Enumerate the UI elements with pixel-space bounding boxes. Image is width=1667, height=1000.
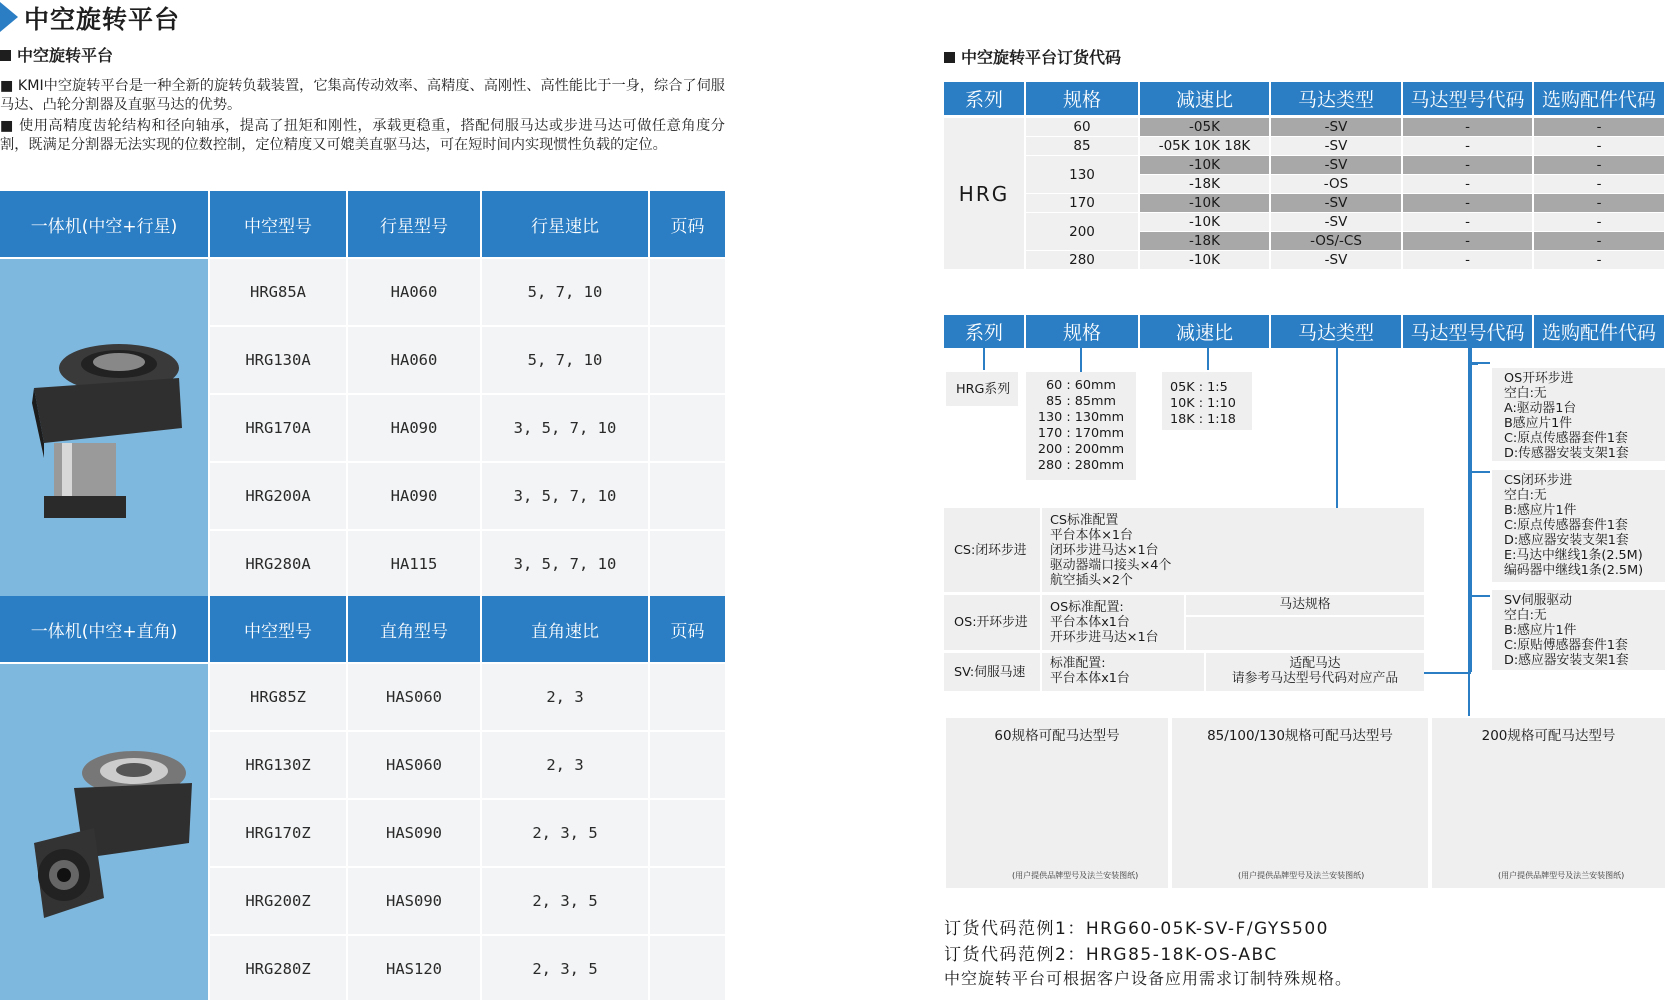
right-angle-table-cell: HAS090 — [348, 800, 480, 866]
right-angle-header-cell: 一体机(中空+直角) — [0, 596, 208, 662]
planetary-table-cell: HA115 — [348, 531, 480, 597]
sv-options-box: SV伺服驱动 空白:无 B:感应片1件 C:原贴傅感器套件1套 D:感应器安装支架1套 — [1492, 590, 1665, 670]
order-code-title: 中空旋转平台订货代码 — [944, 45, 1121, 68]
order-example-2: 订货代码范例2：HRG85-18K-OS-ABC — [944, 945, 1278, 965]
order-motor-cell: -OS — [1271, 175, 1401, 193]
right-angle-table-cell: 2, 3 — [482, 664, 648, 730]
planetary-unit-image — [14, 328, 194, 528]
order-opt-cell: - — [1534, 251, 1664, 269]
order-motor-cell: -SV — [1271, 213, 1401, 231]
order-header-cell: 选购配件代码 — [1534, 82, 1664, 115]
order-opt-cell: - — [1534, 194, 1664, 212]
planetary-table-cell: HA060 — [348, 327, 480, 393]
right-angle-product-image — [0, 664, 208, 1000]
right-angle-table-cell: 2, 3, 5 — [482, 868, 648, 934]
planetary-header-cell: 行星型号 — [348, 191, 480, 257]
size-cell: 130 — [1026, 156, 1138, 193]
connector-line — [1080, 348, 1082, 372]
planetary-table-cell — [650, 259, 725, 325]
right-angle-table-cell: HRG85Z — [210, 664, 346, 730]
planetary-table-cell: HRG280A — [210, 531, 346, 597]
right-angle-table-cell — [650, 664, 725, 730]
order-code-cell: - — [1403, 194, 1532, 212]
connector-line — [1336, 348, 1338, 508]
planetary-table-cell: HRG130A — [210, 327, 346, 393]
size-cell: 280 — [1026, 251, 1138, 269]
motor-spec-empty — [1186, 617, 1424, 650]
order-code-cell: - — [1403, 137, 1532, 155]
order-opt-cell: - — [1534, 137, 1664, 155]
order-ratio-cell: -10K — [1140, 213, 1269, 231]
connector-line — [1470, 362, 1472, 672]
os-label: OS:开环步进 — [944, 595, 1040, 650]
os-standard-box: OS标准配置: 平台本体x1台 开环步进马达×1台 — [1042, 595, 1184, 650]
size-cell: 85 — [1026, 137, 1138, 155]
planetary-header-cell: 一体机(中空+行星) — [0, 191, 208, 257]
planetary-table-cell: HA060 — [348, 259, 480, 325]
section-title: 中空旋转平台 — [0, 43, 113, 66]
sv-label: SV:伺服马速 — [944, 653, 1040, 691]
right-angle-table-cell: HRG130Z — [210, 732, 346, 798]
cs-options-box: CS闭环步进 空白:无 B:感应片1件 C:原点传感器套件1套 D:感应器安装支架1套 E:马达中继线1条(2.5M) 编码器中继线1条(2.5M) — [1492, 470, 1665, 582]
planetary-header-cell: 行星速比 — [482, 191, 648, 257]
size-legend-box: 60 : 60mm 85 : 85mm 130 : 130mm 170 : 170mm 200 : 200mm 280 : 280mm — [1026, 372, 1136, 480]
right-angle-unit-image — [14, 733, 194, 933]
order-code-cell: - — [1403, 118, 1532, 136]
right-angle-table-cell: HRG280Z — [210, 936, 346, 1000]
right-angle-table-cell: HAS120 — [348, 936, 480, 1000]
planetary-table-cell: 5, 7, 10 — [482, 327, 648, 393]
order-motor-cell: -SV — [1271, 194, 1401, 212]
order-motor-cell: -SV — [1271, 156, 1401, 174]
planetary-table-cell: HA090 — [348, 463, 480, 529]
brand-note: (用户提供品牌型号及法兰安装图纸) — [1498, 871, 1625, 880]
right-angle-table-cell: HRG170Z — [210, 800, 346, 866]
order-code-cell: - — [1403, 232, 1532, 250]
order-opt-cell: - — [1534, 232, 1664, 250]
planetary-table-cell: 3, 5, 7, 10 — [482, 463, 648, 529]
legend-header-cell: 马达类型 — [1271, 315, 1401, 348]
size-cell: 60 — [1026, 118, 1138, 136]
adapt-motor-box: 适配马达 请参考马达型号代码对应产品 — [1206, 653, 1424, 691]
os-options-box: OS开环步进 空白:无 A:驱动器1台 B感应片1件 C:原点传感器套件1套 D:传感器安装支架1套 — [1492, 368, 1665, 461]
planetary-header-cell: 页码 — [650, 191, 725, 257]
planetary-table-cell: HRG85A — [210, 259, 346, 325]
intro-paragraph-1: ■ KMI中空旋转平台是一种全新的旋转负载装置，它集高传动效率、高精度、高刚性、高性能比于一身，综合了伺服马达、凸轮分割器及直驱马达的优势。 — [0, 78, 725, 113]
intro-paragraph-2: ■ 使用高精度齿轮结构和径向轴承，提高了扭矩和刚性，承载更稳重，搭配伺服马达或步进马达可做任意角度分割，既满足分割器无法实现的位数控制，定位精度又可媲美直驱马达，可在短时间内实现惯性负载的定位。 — [0, 118, 725, 153]
legend-header-cell: 选购配件代码 — [1534, 315, 1664, 348]
connector-line — [1470, 348, 1472, 362]
motor-85-130-title: 85/100/130规格可配马达型号 — [1207, 728, 1393, 744]
planetary-table-cell: HRG200A — [210, 463, 346, 529]
planetary-table-cell: 3, 5, 7, 10 — [482, 395, 648, 461]
cs-label: CS:闭环步进 — [944, 508, 1040, 592]
connector-line — [1207, 348, 1209, 370]
planetary-product-image — [0, 259, 208, 597]
order-opt-cell: - — [1534, 156, 1664, 174]
planetary-table-cell: 3, 5, 7, 10 — [482, 531, 648, 597]
order-ratio-cell: -10K — [1140, 156, 1269, 174]
order-ratio-cell: -10K — [1140, 251, 1269, 269]
right-angle-table-cell — [650, 800, 725, 866]
planetary-table-cell: 5, 7, 10 — [482, 259, 648, 325]
order-code-cell: - — [1403, 213, 1532, 231]
order-header-cell: 减速比 — [1140, 82, 1269, 115]
planetary-table-cell: HRG170A — [210, 395, 346, 461]
size-cell: 170 — [1026, 194, 1138, 212]
connector-line — [1470, 471, 1490, 473]
planetary-table-cell — [650, 395, 725, 461]
right-angle-header-cell: 直角型号 — [348, 596, 480, 662]
right-angle-table-cell: 2, 3, 5 — [482, 800, 648, 866]
motor-200-title: 200规格可配马达型号 — [1481, 728, 1616, 744]
legend-header-cell: 系列 — [944, 315, 1024, 348]
order-example-1: 订货代码范例1：HRG60-05K-SV-F/GYS500 — [944, 919, 1329, 939]
right-angle-table-cell — [650, 936, 725, 1000]
series-legend-box: HRG系列 — [946, 372, 1018, 406]
connector-line — [983, 348, 985, 370]
order-code-cell: - — [1403, 156, 1532, 174]
right-angle-table-cell — [650, 732, 725, 798]
order-motor-cell: -SV — [1271, 118, 1401, 136]
planetary-table-cell — [650, 463, 725, 529]
order-opt-cell: - — [1534, 118, 1664, 136]
order-ratio-cell: -18K — [1140, 232, 1269, 250]
order-opt-cell: - — [1534, 175, 1664, 193]
square-bullet-icon — [0, 50, 11, 61]
legend-header-cell: 减速比 — [1140, 315, 1269, 348]
right-angle-header-cell: 中空型号 — [210, 596, 346, 662]
order-header-cell: 规格 — [1026, 82, 1138, 115]
page-title: 中空旋转平台 — [24, 5, 181, 34]
connector-line — [1470, 362, 1490, 364]
order-ratio-cell: -05K — [1140, 118, 1269, 136]
order-code-cell: - — [1403, 251, 1532, 269]
cs-standard-box: CS标准配置 平台本体×1台 闭环步进马达×1台 驱动器端口接头×4个 航空插头×2个 — [1042, 508, 1424, 592]
right-angle-table-cell: HRG200Z — [210, 868, 346, 934]
planetary-table-cell — [650, 327, 725, 393]
order-motor-cell: -SV — [1271, 251, 1401, 269]
order-motor-cell: -SV — [1271, 137, 1401, 155]
order-opt-cell: - — [1534, 213, 1664, 231]
size-cell: 200 — [1026, 213, 1138, 250]
order-header-cell: 系列 — [944, 82, 1024, 115]
motor-60-title: 60规格可配马达型号 — [994, 728, 1120, 744]
square-bullet-icon — [944, 52, 955, 63]
order-ratio-cell: -18K — [1140, 175, 1269, 193]
right-angle-table-cell: HAS060 — [348, 732, 480, 798]
order-motor-cell: -OS/-CS — [1271, 232, 1401, 250]
planetary-table-cell: HA090 — [348, 395, 480, 461]
legend-header-cell: 规格 — [1026, 315, 1138, 348]
connector-line — [1470, 595, 1490, 597]
order-header-cell: 马达型号代码 — [1403, 82, 1532, 115]
legend-header-cell: 马达型号代码 — [1403, 315, 1532, 348]
right-angle-header-cell: 页码 — [650, 596, 725, 662]
planetary-table-cell — [650, 531, 725, 597]
connector-line — [1424, 672, 1471, 674]
brand-note: (用户提供品牌型号及法兰安装图纸) — [1012, 871, 1139, 880]
motor-spec-box: 马达规格 — [1186, 595, 1424, 615]
series-cell: HRG — [944, 118, 1024, 269]
order-header-cell: 马达类型 — [1271, 82, 1401, 115]
order-ratio-cell: -10K — [1140, 194, 1269, 212]
order-ratio-cell: -05K 10K 18K — [1140, 137, 1269, 155]
right-angle-table-cell: HAS060 — [348, 664, 480, 730]
title-arrow-icon — [0, 2, 18, 32]
customization-note: 中空旋转平台可根据客户设备应用需求订制特殊规格。 — [944, 969, 1353, 988]
ratio-legend-box: 05K : 1:5 10K : 1:10 18K : 1:18 — [1162, 372, 1252, 430]
order-code-cell: - — [1403, 175, 1532, 193]
right-angle-table-cell: HAS090 — [348, 868, 480, 934]
right-angle-table-cell: 2, 3, 5 — [482, 936, 648, 1000]
right-angle-header-cell: 直角速比 — [482, 596, 648, 662]
planetary-header-cell: 中空型号 — [210, 191, 346, 257]
right-angle-table-cell: 2, 3 — [482, 732, 648, 798]
right-angle-table-cell — [650, 868, 725, 934]
sv-standard-box: 标准配置: 平台本体x1台 — [1042, 653, 1204, 691]
brand-note: (用户提供品牌型号及法兰安装图纸) — [1238, 871, 1365, 880]
